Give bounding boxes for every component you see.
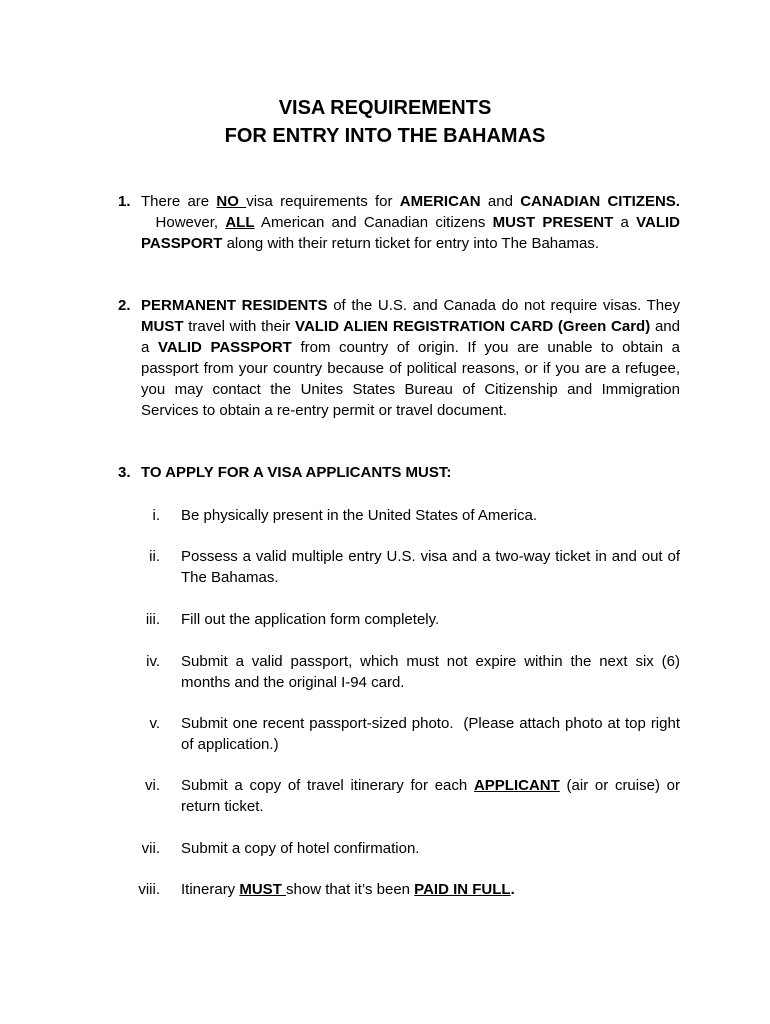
sub-item	[120, 546, 680, 588]
sub-item	[120, 713, 685, 755]
sub-item	[120, 505, 680, 526]
requirement-item-1	[118, 191, 680, 254]
sub-item-text: Submit a copy of travel itinerary for each APPLICANT (air or cruise) or return ticket.	[181, 777, 680, 815]
sub-item	[120, 775, 680, 817]
sub-item	[120, 879, 680, 900]
item-heading: TO APPLY FOR A VISA APPLICANTS MUST:	[141, 464, 452, 481]
sub-item-text: Submit a copy of hotel confirmation.	[181, 840, 420, 857]
title-line-1: VISA REQUIREMENTS	[278, 97, 492, 119]
item-text: There are NO visa requirements for AMERICAN and CANADIAN CITIZENS. However, ALL American and Canadian citizens MUST PRESENT a VALID PASSPORT along with their return ticket for entry into The Bahamas.	[141, 193, 680, 252]
sub-item-text: Fill out the application form completely.	[181, 611, 440, 628]
sub-item	[120, 838, 680, 859]
sub-item-text: Possess a valid multiple entry U.S. visa and a two-way ticket in and out of The Bahamas.	[181, 548, 680, 586]
sub-item	[120, 651, 680, 693]
title-line-2: FOR ENTRY INTO THE BAHAMAS	[224, 125, 546, 147]
sub-item-text: Submit a valid passport, which must not expire within the next six (6) months and the original I-94 card.	[181, 653, 680, 691]
item-number: 2.	[118, 297, 131, 314]
sub-item	[120, 609, 680, 630]
sub-item-text: Be physically present in the United States of America.	[181, 507, 538, 524]
sub-item-numeral: viii.	[138, 881, 160, 898]
sub-item-numeral: v.	[149, 715, 160, 732]
sub-item-numeral: vi.	[145, 777, 160, 794]
item-number: 3.	[118, 464, 131, 481]
document-title	[0, 94, 770, 150]
sub-item-text: Itinerary MUST show that it’s been PAID IN FULL.	[181, 881, 515, 898]
sub-item-text: Submit one recent passport-sized photo. (Please attach photo at top right of application.)	[181, 715, 685, 753]
sub-item-numeral: vii.	[141, 840, 160, 857]
item-text: PERMANENT RESIDENTS of the U.S. and Canada do not require visas. They MUST travel with their VALID ALIEN REGISTRATION CARD (Green Card) and a VALID PASSPORT from country of origin. If you are unable to obtain a passport from your country because of political reasons, or if you are a refugee, you may contact the Unites States Bureau of Citizenship and Immigration Services to obtain a re-entry permit or travel document.	[141, 297, 680, 419]
sub-item-numeral: iv.	[146, 653, 160, 670]
sub-item-numeral: iii.	[145, 611, 160, 628]
sub-item-numeral: i.	[152, 507, 160, 524]
requirement-item-2	[118, 295, 680, 421]
requirement-item-3	[118, 462, 680, 483]
item-number: 1.	[118, 193, 131, 210]
sub-item-numeral: ii.	[149, 548, 160, 565]
